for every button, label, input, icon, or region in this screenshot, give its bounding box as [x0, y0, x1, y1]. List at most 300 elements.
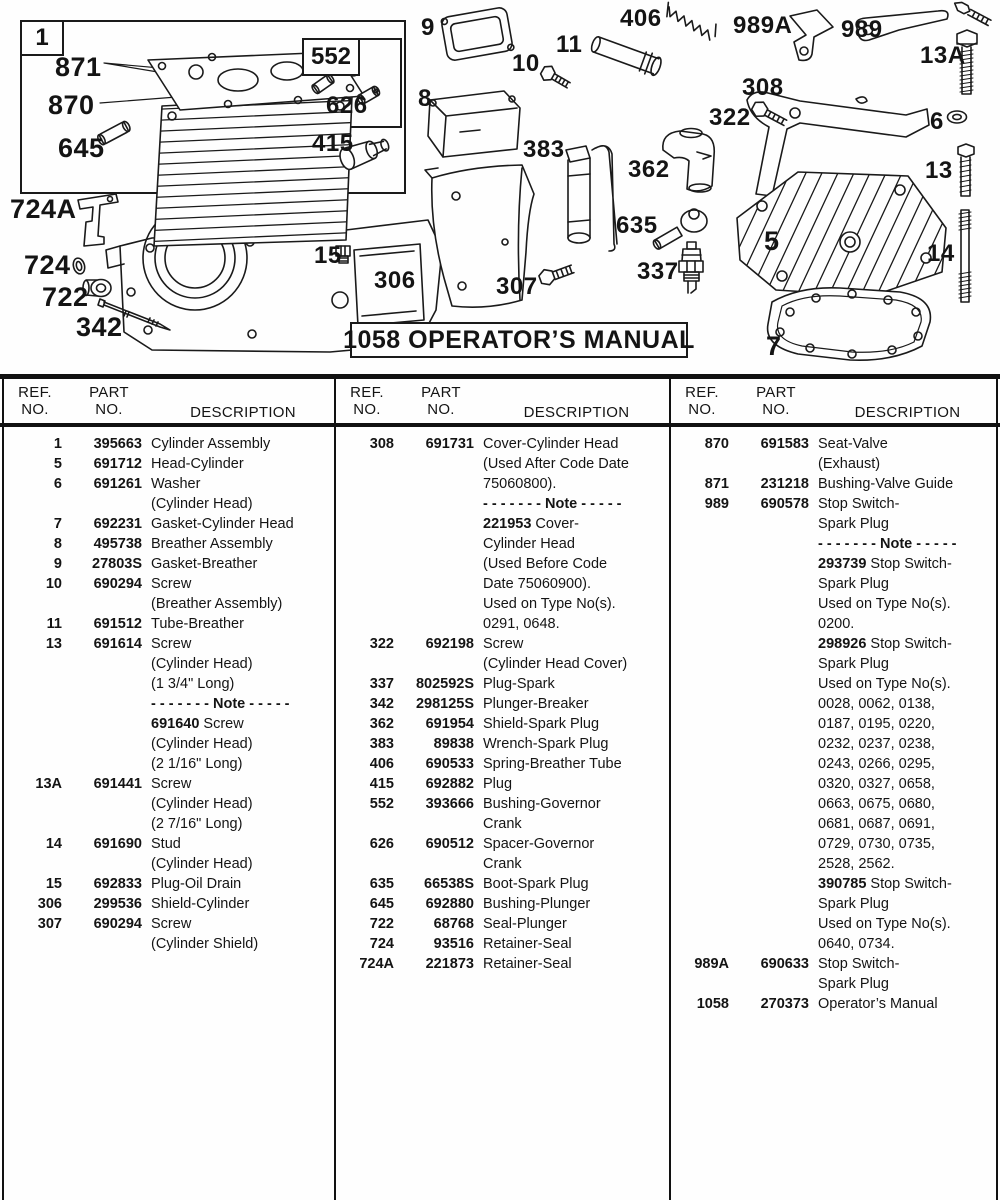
part-no-cell [729, 814, 809, 834]
table-row [671, 734, 996, 754]
part-no-cell [729, 694, 809, 714]
part-no-cell: 495738 [93, 536, 142, 552]
ref-no-cell: 724A [359, 956, 394, 972]
callout-724: 724 [24, 250, 71, 280]
ref-no-cell [336, 514, 394, 534]
description-cell: 390785 Stop Switch- [818, 876, 952, 892]
part-no-cell [394, 474, 474, 494]
ref-no-cell: 635 [369, 876, 394, 892]
part-no-cell [729, 934, 809, 954]
description-cell: - - - - - - - Note - - - - - [483, 496, 622, 512]
part-no-cell [394, 514, 474, 534]
ref-no-cell [671, 894, 729, 914]
ref-no-cell [671, 514, 729, 534]
part-307-screw [538, 260, 575, 287]
description-cell: Spark Plug [818, 576, 889, 592]
table-header-row [0, 379, 1000, 427]
table-row [671, 494, 996, 514]
description-cell: Retainer-Seal [483, 956, 572, 972]
part-no-cell [729, 974, 809, 994]
part-13-screw [958, 144, 974, 196]
part-no-cell: 691261 [93, 476, 142, 492]
ref-no-cell [671, 534, 729, 554]
ref-no-cell [336, 654, 394, 674]
ref-no-cell: 552 [369, 796, 394, 812]
part-no-cell: 690533 [425, 756, 474, 772]
description-cell: Used on Type No(s). [818, 676, 951, 692]
ref-no-cell: 722 [369, 916, 394, 932]
ref-no-cell: 989 [704, 496, 729, 512]
description-cell: 0681, 0687, 0691, [818, 816, 935, 832]
description-cell: Bushing-Valve Guide [818, 476, 954, 492]
part-no-cell: 691690 [93, 836, 142, 852]
part-no-cell: 692880 [425, 896, 474, 912]
ref-no-cell [336, 854, 394, 874]
description-cell: Shield-Cylinder [151, 896, 250, 912]
ref-no-cell: 1 [53, 436, 62, 452]
part-no-cell [729, 894, 809, 914]
ref-no-cell: 322 [369, 636, 394, 652]
table-row [671, 994, 996, 1014]
part-no-cell: 691954 [425, 716, 474, 732]
callout-13A: 13A [920, 42, 966, 69]
ref-no-cell: 5 [53, 456, 62, 472]
part-no-cell: 690633 [760, 956, 809, 972]
part-6-washer [948, 111, 967, 123]
table-row [671, 814, 996, 834]
part-337-spark-plug [679, 242, 703, 293]
part-10-screw [539, 63, 573, 92]
part-no-cell [62, 734, 142, 754]
ref-no-cell [671, 754, 729, 774]
ref-no-cell: 870 [704, 436, 729, 452]
description-cell: Operator’s Manual [818, 996, 938, 1012]
ref-no-header: REF. NO. [18, 384, 52, 418]
part-no-cell [729, 714, 809, 734]
table-row [671, 514, 996, 534]
part-no-cell: 692882 [425, 776, 474, 792]
description-cell: (2 1/16" Long) [151, 756, 243, 772]
table-header-col2 [336, 379, 669, 423]
part-14-stud [959, 210, 971, 302]
table-row [336, 434, 669, 454]
description-cell: Spark Plug [818, 976, 889, 992]
ref-no-cell [4, 934, 62, 954]
ref-no-cell [671, 874, 729, 894]
ref-no-cell [671, 574, 729, 594]
part-no-cell [62, 934, 142, 954]
part-no-cell [62, 494, 142, 514]
description-cell: Screw [483, 636, 524, 652]
ref-no-cell: 306 [37, 896, 62, 912]
ref-no-cell [336, 534, 394, 554]
description-cell: 0640, 0734. [818, 936, 895, 952]
description-cell: Washer [151, 476, 201, 492]
ref-no-cell: 13A [35, 776, 62, 792]
ref-no-cell [671, 674, 729, 694]
description-cell: Cover-Cylinder Head [483, 436, 619, 452]
part-724-retainer-seal [72, 257, 87, 275]
table-row [4, 794, 334, 814]
table-row [671, 474, 996, 494]
table-row [671, 454, 996, 474]
table-row [671, 834, 996, 854]
table-row [336, 874, 669, 894]
description-cell: 298926 Stop Switch- [818, 636, 952, 652]
table-row [671, 434, 996, 454]
part-no-cell [62, 674, 142, 694]
description-cell: Crank [483, 856, 522, 872]
description-cell: 0243, 0266, 0295, [818, 756, 935, 772]
ref-no-cell: 14 [45, 836, 62, 852]
description-cell: Spring-Breather Tube [483, 756, 622, 772]
table-row [336, 734, 669, 754]
callout-406: 406 [620, 5, 662, 32]
table-row [671, 694, 996, 714]
part-no-cell [62, 654, 142, 674]
part-no-cell [394, 534, 474, 554]
description-cell: - - - - - - - Note - - - - - [818, 536, 957, 552]
table-header-col1 [4, 379, 334, 423]
ref-no-cell [4, 714, 62, 734]
part-no-cell: 690578 [760, 496, 809, 512]
ref-no-cell [4, 674, 62, 694]
callout-635: 635 [616, 212, 658, 239]
table-row [336, 834, 669, 854]
ref-no-cell [4, 854, 62, 874]
table-row [4, 554, 334, 574]
description-cell: Spark Plug [818, 656, 889, 672]
description-cell: (2 7/16" Long) [151, 816, 243, 832]
table-row [671, 854, 996, 874]
table-row [4, 534, 334, 554]
part-no-cell: 691512 [93, 616, 142, 632]
part-11-tube-breather [589, 33, 664, 78]
description-cell: Tube-Breather [151, 616, 244, 632]
callout-322: 322 [709, 104, 751, 131]
part-no-cell: 66538S [424, 876, 474, 892]
ref-no-cell: 1058 [696, 996, 729, 1012]
part-5-head-cylinder [710, 160, 1000, 310]
description-cell: Shield-Spark Plug [483, 716, 600, 732]
callout-9: 9 [421, 14, 435, 41]
table-row [4, 754, 334, 774]
part-no-cell: 691441 [93, 776, 142, 792]
ref-no-cell [4, 694, 62, 714]
ref-no-cell: 13 [45, 636, 62, 652]
table-row [336, 794, 669, 814]
table-row [671, 714, 996, 734]
table-row [4, 854, 334, 874]
callout-15: 15 [314, 242, 342, 269]
description-cell: Seal-Plunger [483, 916, 567, 932]
part-no-cell [729, 554, 809, 574]
ref-no-cell: 307 [37, 916, 62, 932]
ref-no-cell [671, 854, 729, 874]
description-cell: Seat-Valve [818, 436, 888, 452]
ref-no-cell: 11 [46, 616, 62, 632]
description-cell: Spacer-Governor [483, 836, 595, 852]
callout-871: 871 [55, 52, 102, 82]
table-row [336, 574, 669, 594]
ref-no-cell [336, 574, 394, 594]
table-row [671, 534, 996, 554]
callout-383: 383 [523, 136, 565, 163]
part-no-cell [729, 874, 809, 894]
callout-342: 342 [76, 312, 123, 342]
callout-10: 10 [512, 50, 540, 77]
part-no-cell: 298125S [415, 696, 474, 712]
ref-no-cell: 10 [45, 576, 62, 592]
ref-no-cell: 7 [53, 516, 62, 532]
description-cell: Screw [151, 776, 192, 792]
callout-308: 308 [742, 74, 784, 101]
callout-5: 5 [764, 226, 780, 256]
description-cell: Spark Plug [818, 516, 889, 532]
table-row [4, 774, 334, 794]
table-row [336, 714, 669, 734]
table-border-left [2, 379, 4, 1200]
ref-no-cell [4, 754, 62, 774]
description-cell: Breather Assembly [151, 536, 273, 552]
callout-362: 362 [628, 156, 670, 183]
table-row [336, 954, 669, 974]
ref-no-cell [671, 914, 729, 934]
table-row [671, 874, 996, 894]
inset-box-552-label: 552 [302, 38, 360, 76]
ref-no-header: REF. NO. [350, 384, 384, 418]
part-no-cell [729, 614, 809, 634]
part-no-cell [62, 714, 142, 734]
table-row [671, 934, 996, 954]
table-row [336, 494, 669, 514]
description-cell: Date 75060900). [483, 576, 592, 592]
description-cell: 293739 Stop Switch- [818, 556, 952, 572]
table-row [4, 654, 334, 674]
description-cell: 0729, 0730, 0735, [818, 836, 935, 852]
description-cell: Used on Type No(s). [483, 596, 616, 612]
description-cell: (1 3/4" Long) [151, 676, 235, 692]
description-cell: (Cylinder Head) [151, 736, 253, 752]
part-no-cell: 89838 [433, 736, 474, 752]
ref-no-cell [336, 454, 394, 474]
part-no-cell [394, 594, 474, 614]
table-row [4, 614, 334, 634]
ref-no-cell [671, 734, 729, 754]
description-cell: Screw [151, 636, 192, 652]
description-cell: (Cylinder Head) [151, 656, 253, 672]
ref-no-cell [671, 814, 729, 834]
part-9-gasket-breather [441, 6, 515, 61]
callout-307: 307 [496, 273, 538, 300]
description-cell: Crank [483, 816, 522, 832]
part-no-cell [729, 774, 809, 794]
description-cell: 691640 Screw [151, 716, 244, 732]
part-no-cell: 231218 [760, 476, 809, 492]
part-no-header: PART NO. [756, 384, 796, 418]
part-no-cell [729, 674, 809, 694]
part-406-spring-breather-tube [661, 2, 720, 41]
table-row [4, 694, 334, 714]
table-divider-2 [669, 379, 671, 1200]
ref-no-cell: 383 [369, 736, 394, 752]
part-383-wrench-spark-plug [566, 146, 617, 251]
description-cell: Boot-Spark Plug [483, 876, 589, 892]
description-cell: Used on Type No(s). [818, 916, 951, 932]
table-row [336, 854, 669, 874]
part-no-cell: 299536 [93, 896, 142, 912]
exploded-diagram-section [0, 0, 1000, 372]
inset-box-1-label: 1 [20, 20, 64, 56]
ref-no-header: REF. NO. [685, 384, 719, 418]
description-cell: 0663, 0675, 0680, [818, 796, 935, 812]
parts-column-1 [4, 427, 334, 954]
callout-7: 7 [766, 331, 782, 361]
description-cell: Bushing-Governor [483, 796, 601, 812]
part-no-cell [62, 854, 142, 874]
description-cell: Stop Switch- [818, 496, 900, 512]
part-989A-stop-switch [790, 10, 833, 60]
part-no-cell: 691583 [760, 436, 809, 452]
table-row [336, 634, 669, 654]
part-no-cell [62, 794, 142, 814]
callout-870: 870 [48, 90, 95, 120]
table-row [671, 794, 996, 814]
callout-724A: 724A [10, 194, 77, 224]
part-no-cell [729, 514, 809, 534]
description-cell: Head-Cylinder [151, 456, 244, 472]
part-no-cell: 393666 [425, 796, 474, 812]
table-row [4, 474, 334, 494]
parts-column-3 [671, 427, 996, 1014]
table-row [4, 734, 334, 754]
callout-989: 989 [841, 16, 883, 43]
table-border-right [996, 379, 998, 1200]
description-cell: 0200. [818, 616, 855, 632]
ref-no-cell [4, 654, 62, 674]
callout-989A: 989A [733, 12, 793, 39]
callout-11: 11 [556, 31, 583, 58]
ref-no-cell [336, 474, 394, 494]
part-no-cell [729, 634, 809, 654]
part-no-cell: 690294 [93, 916, 142, 932]
callout-13: 13 [925, 157, 953, 184]
operators-manual-box: 1058 OPERATOR’S MANUAL [350, 322, 688, 358]
part-no-cell [729, 574, 809, 594]
callout-6: 6 [930, 108, 944, 135]
table-row [671, 894, 996, 914]
part-no-cell [394, 854, 474, 874]
part-no-header: PART NO. [421, 384, 461, 418]
table-row [671, 774, 996, 794]
ref-no-cell: 9 [53, 556, 62, 572]
part-no-cell [62, 814, 142, 834]
ref-no-cell [336, 614, 394, 634]
table-row [336, 454, 669, 474]
parts-column-2 [336, 427, 669, 974]
part-no-cell: 270373 [760, 996, 809, 1012]
description-cell: Spark Plug [818, 896, 889, 912]
part-no-cell: 692833 [93, 876, 142, 892]
table-row [336, 474, 669, 494]
table-row [4, 574, 334, 594]
ref-no-cell [336, 594, 394, 614]
table-row [4, 434, 334, 454]
part-no-cell [729, 534, 809, 554]
part-no-cell [729, 914, 809, 934]
description-cell: (Used After Code Date [483, 456, 629, 472]
description-cell: Used on Type No(s). [818, 596, 951, 612]
part-no-cell [729, 594, 809, 614]
part-no-cell: 691614 [93, 636, 142, 652]
ref-no-cell: 406 [369, 756, 394, 772]
description-cell: (Exhaust) [818, 456, 881, 472]
part-no-cell [729, 454, 809, 474]
description-cell: Gasket-Cylinder Head [151, 516, 294, 532]
description-cell: 2528, 2562. [818, 856, 895, 872]
table-row [336, 514, 669, 534]
ref-no-cell: 626 [369, 836, 394, 852]
callout-415: 415 [312, 130, 354, 157]
description-cell: (Used Before Code [483, 556, 608, 572]
part-no-cell [394, 554, 474, 574]
description-cell: Bushing-Plunger [483, 896, 591, 912]
part-no-cell [394, 454, 474, 474]
description-cell: (Cylinder Head) [151, 856, 253, 872]
part-724A-retainer-seal [78, 194, 118, 246]
description-cell: - - - - - - - Note - - - - - [151, 696, 290, 712]
table-row [336, 654, 669, 674]
table-row [336, 814, 669, 834]
description-cell: Cylinder Assembly [151, 436, 271, 452]
ref-no-cell [671, 794, 729, 814]
description-cell: 0187, 0195, 0220, [818, 716, 935, 732]
table-header-col3 [671, 379, 996, 423]
description-cell: (Breather Assembly) [151, 596, 283, 612]
callout-306: 306 [374, 267, 416, 294]
part-no-cell [394, 574, 474, 594]
part-no-cell: 395663 [93, 436, 142, 452]
ref-no-cell [336, 554, 394, 574]
description-cell: 0320, 0327, 0658, [818, 776, 935, 792]
part-no-cell: 691712 [93, 456, 142, 472]
table-row [336, 934, 669, 954]
table-row [336, 754, 669, 774]
ref-no-cell: 308 [369, 436, 394, 452]
part-no-cell: 691731 [425, 436, 474, 452]
description-cell: (Cylinder Shield) [151, 936, 259, 952]
table-row [4, 914, 334, 934]
ref-no-cell [671, 934, 729, 954]
table-row [4, 634, 334, 654]
part-no-cell [729, 754, 809, 774]
description-cell: Plug [483, 776, 513, 792]
description-cell: Plunger-Breaker [483, 696, 589, 712]
ref-no-cell [4, 734, 62, 754]
table-row [336, 614, 669, 634]
callout-337: 337 [637, 258, 679, 285]
table-row [671, 974, 996, 994]
table-row [4, 894, 334, 914]
part-no-cell [394, 654, 474, 674]
ref-no-cell: 871 [704, 476, 729, 492]
description-cell: 221953 Cover- [483, 516, 579, 532]
table-row [336, 774, 669, 794]
description-cell: 0291, 0648. [483, 616, 560, 632]
table-row [671, 654, 996, 674]
table-row [671, 554, 996, 574]
description-cell: Screw [151, 576, 192, 592]
